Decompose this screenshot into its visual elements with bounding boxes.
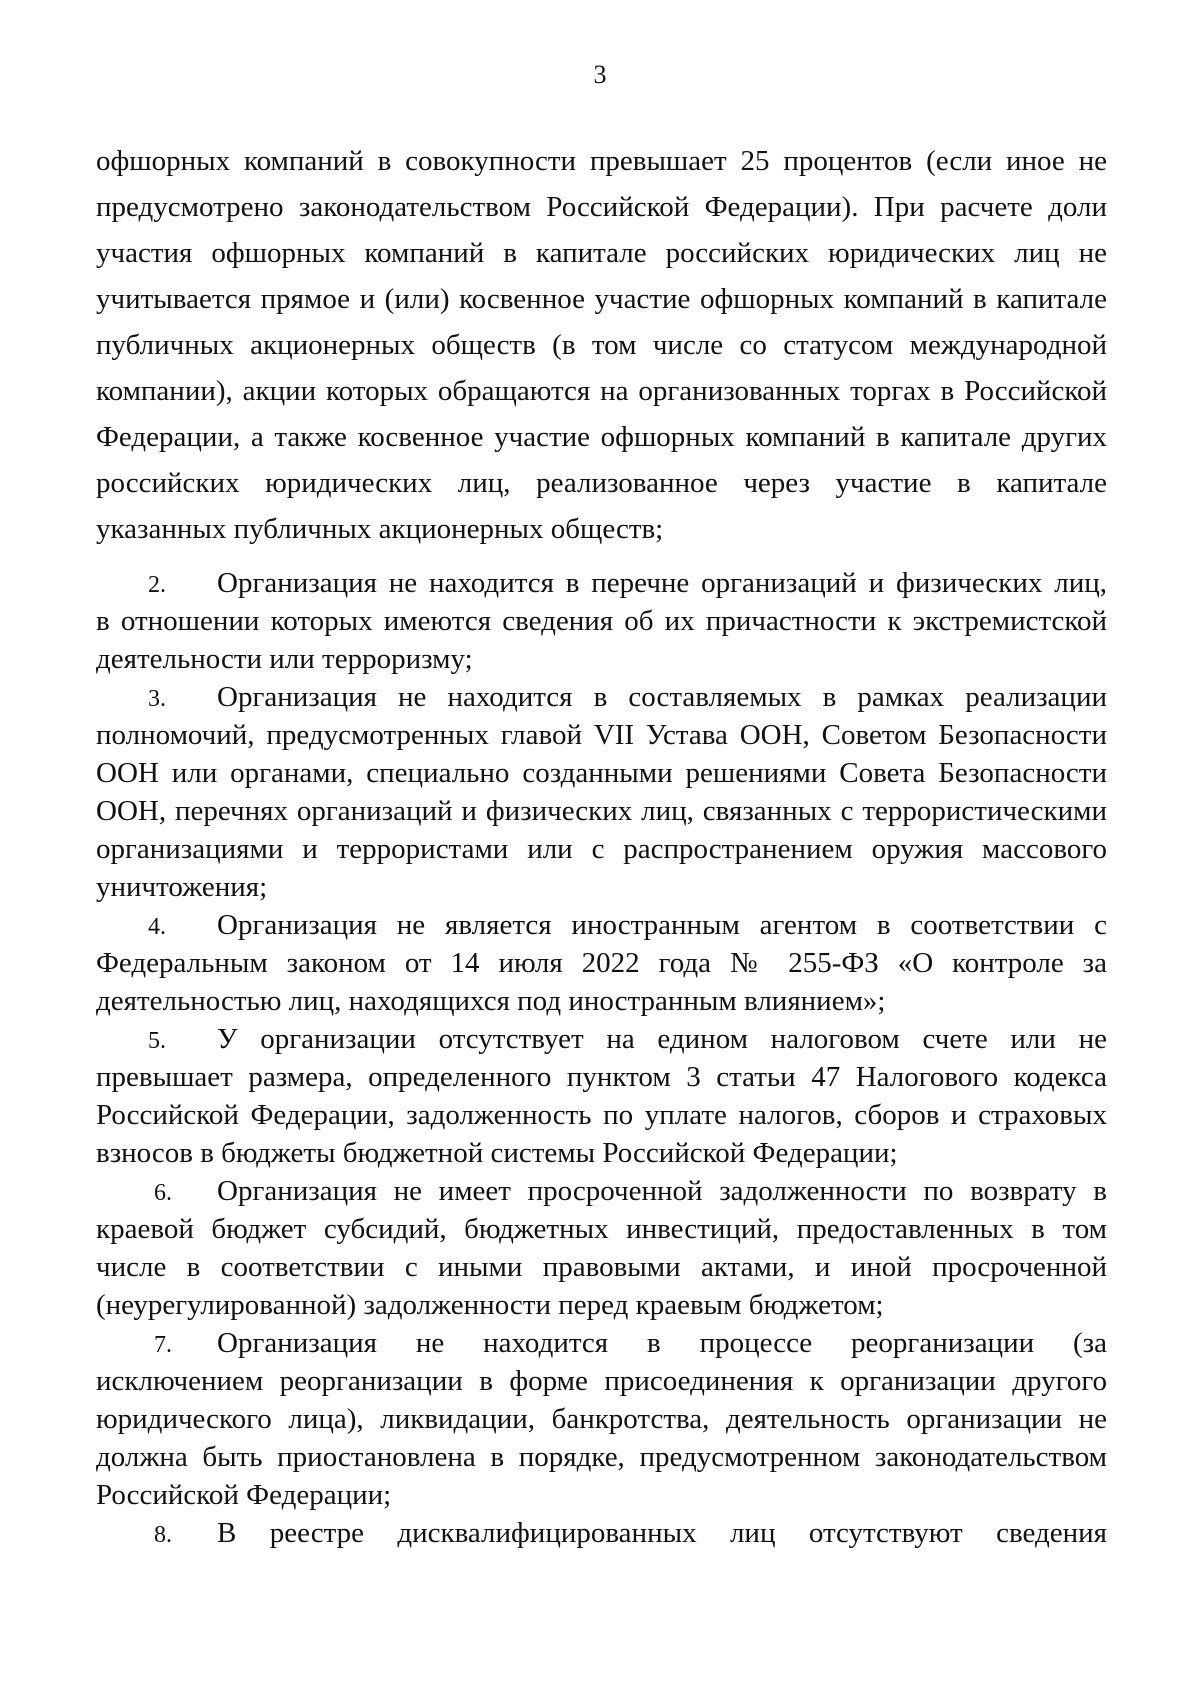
item-number: 6. <box>154 1180 172 1206</box>
paragraph-line: Организация не имеет просроченной задолженности по возврату в <box>217 1175 1107 1207</box>
list-item-first-line <box>96 1514 1107 1552</box>
item-number: 3. <box>148 686 166 712</box>
list-item-first-line <box>96 1172 1107 1210</box>
page-number: 3 <box>593 60 607 89</box>
paragraph-line: (неурегулированной) задолженности перед краевым бюджетом; <box>96 1289 884 1321</box>
paragraph-line: деятельности или терроризму; <box>96 643 473 675</box>
list-item <box>96 1020 1107 1172</box>
paragraph-line: деятельностью лиц, находящихся под иностранным влиянием»; <box>96 985 886 1017</box>
paragraph-line: Организация не является иностранным агентом в соответствии с <box>217 909 1107 941</box>
list-item <box>96 1514 1107 1552</box>
paragraph-line: В реестре дисквалифицированных лиц отсутствуют сведения <box>217 1517 1107 1549</box>
list-item <box>96 678 1107 906</box>
paragraph-line: Федерации, а также косвенное участие офшорных компаний в капитале других <box>96 421 1107 453</box>
paragraph-line: Федеральным законом от 14 июля 2022 года № 255-ФЗ «О контроле за <box>96 947 1107 979</box>
paragraph-line: числе в соответствии с иными правовыми актами, и иной просроченной <box>96 1251 1107 1283</box>
paragraph-line: Организация не находится в перечне организаций и физических лиц, <box>217 567 1107 599</box>
item-number: 5. <box>148 1028 166 1054</box>
list-item-first-line <box>96 1324 1107 1362</box>
paragraph-line: ООН или органами, специально созданными решениями Совета Безопасности <box>96 757 1107 789</box>
document-body <box>96 138 1107 1552</box>
list-item-first-line <box>96 1020 1107 1058</box>
paragraph-line: превышает размера, определенного пунктом 3 статьи 47 Налогового кодекса <box>96 1061 1107 1093</box>
paragraph-line: Организация не находится в составляемых в рамках реализации <box>217 681 1107 713</box>
list-item-first-line <box>96 906 1107 944</box>
paragraph-line: Российской Федерации; <box>96 1479 392 1511</box>
list-item-first-line <box>96 564 1107 602</box>
paragraph-line: должна быть приостановлена в порядке, предусмотренном законодательством <box>96 1441 1107 1473</box>
paragraph-line: публичных акционерных обществ (в том числе со статусом международной <box>96 329 1107 361</box>
list-item <box>96 1172 1107 1324</box>
list-item-first-line <box>96 678 1107 716</box>
paragraph-line: Российской Федерации, задолженность по уплате налогов, сборов и страховых <box>96 1099 1107 1131</box>
paragraph-line: компании), акции которых обращаются на организованных торгах в Российской <box>96 375 1107 407</box>
item-number: 2. <box>148 572 166 598</box>
intro-paragraph <box>96 138 1107 552</box>
paragraph-line: юридического лица), ликвидации, банкротства, деятельность организации не <box>96 1403 1107 1435</box>
paragraph-line: краевой бюджет субсидий, бюджетных инвестиций, предоставленных в том <box>96 1213 1107 1245</box>
paragraph-line: участия офшорных компаний в капитале российских юридических лиц не <box>96 237 1107 269</box>
list-item <box>96 906 1107 1020</box>
list-item <box>96 1324 1107 1514</box>
paragraph-line: организациями и террористами или с распространением оружия массового <box>96 833 1107 865</box>
paragraph-line: уничтожения; <box>96 871 268 903</box>
paragraph-line: исключением реорганизации в форме присоединения к организации другого <box>96 1365 1107 1397</box>
paragraph-line: ООН, перечнях организаций и физических лиц, связанных с террористическими <box>96 795 1107 827</box>
item-number: 8. <box>154 1522 172 1548</box>
paragraph-line: офшорных компаний в совокупности превышает 25 процентов (если иное не <box>96 145 1107 177</box>
paragraph-line: взносов в бюджеты бюджетной системы Российской Федерации; <box>96 1137 898 1169</box>
list-item <box>96 564 1107 678</box>
paragraph-line: предусмотрено законодательством Российской Федерации). При расчете доли <box>96 191 1107 223</box>
paragraph-line: указанных публичных акционерных обществ; <box>96 513 664 545</box>
paragraph-line: в отношении которых имеются сведения об их причастности к экстремистской <box>96 605 1107 637</box>
item-number: 4. <box>148 914 166 940</box>
paragraph-line: российских юридических лиц, реализованное через участие в капитале <box>96 467 1107 499</box>
paragraph-line: Организация не находится в процессе реорганизации (за <box>217 1327 1107 1359</box>
paragraph-line: У организации отсутствует на едином налоговом счете или не <box>217 1023 1107 1055</box>
paragraph-line: учитывается прямое и (или) косвенное участие офшорных компаний в капитале <box>96 283 1107 315</box>
item-number: 7. <box>154 1332 172 1358</box>
paragraph-line: полномочий, предусмотренных главой VII Устава ООН, Советом Безопасности <box>96 719 1107 751</box>
